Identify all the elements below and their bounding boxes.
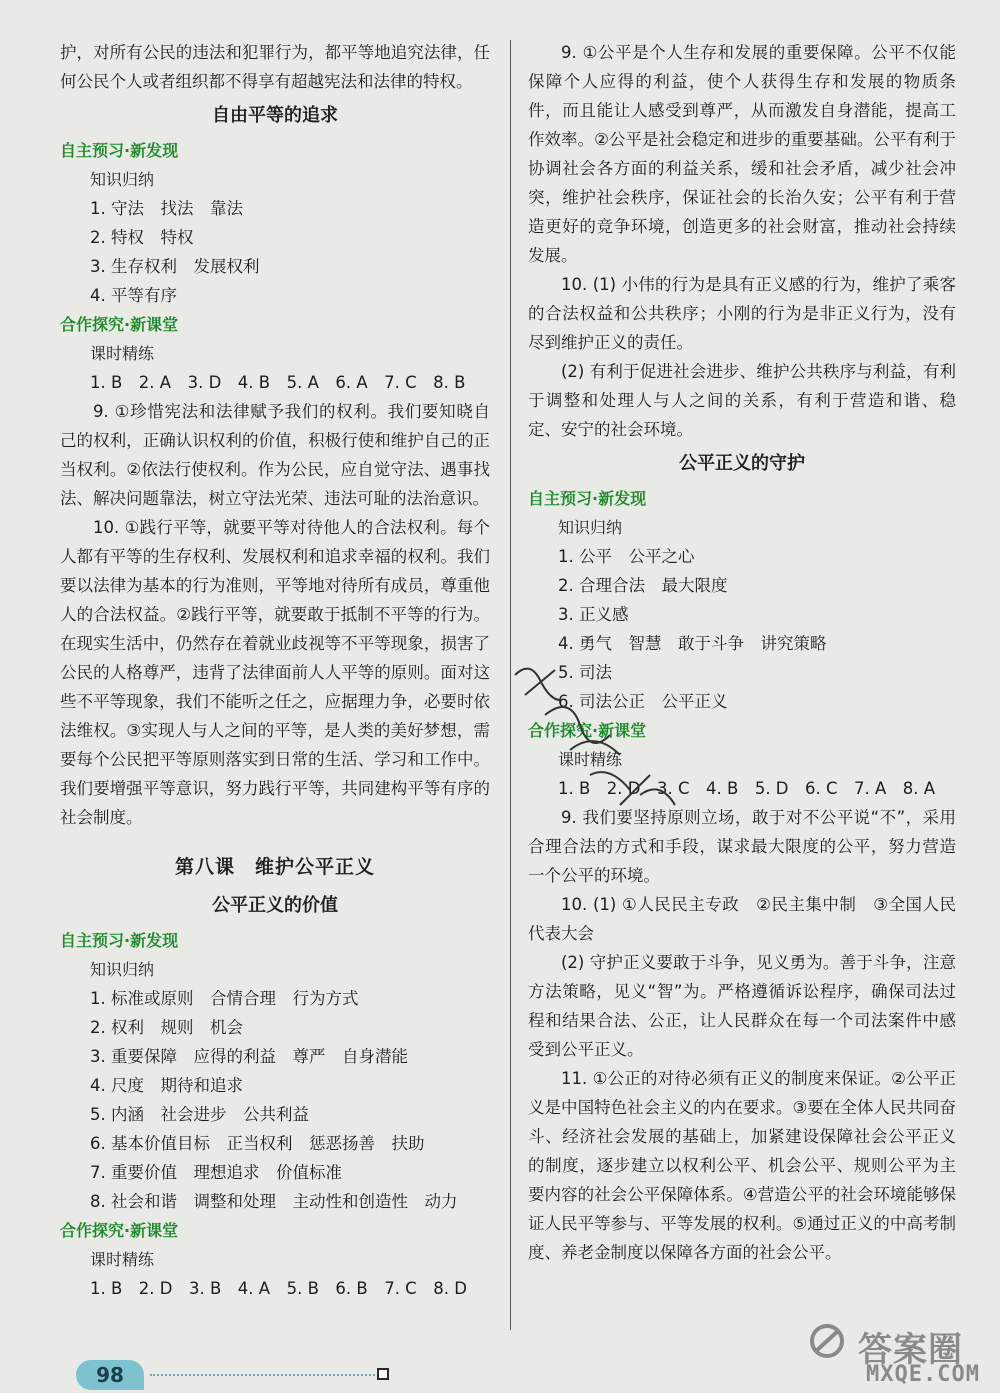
list-item: 2. 特权 特权: [90, 228, 194, 247]
practice-label: 课时精练: [558, 750, 623, 769]
knowledge-summary-label: 知识归纳: [558, 518, 623, 537]
list-item: 6. 司法公正 公平正义: [558, 692, 728, 711]
lesson-title: 第八课 维护公平正义: [174, 856, 375, 878]
section-label-preview: 自主预习·新发现: [60, 141, 179, 160]
answer-paragraph-10-1: 10. (1) 小伟的行为是具有正义感的行为，维护了乘客的合法权益和公共秩序；小刚的行为是非正义行为，没有尽到维护正义的责任。: [528, 275, 956, 352]
answer-key: 1. B 2. D 3. B 4. A 5. B 6. B 7. C 8. D: [90, 1279, 467, 1298]
answer-key: 1. B 2. D 3. C 4. B 5. D 6. C 7. A 8. A: [558, 779, 936, 798]
section-title-fairness-guard: 公平正义的守护: [679, 453, 805, 474]
list-item: 4. 尺度 期待和追求: [90, 1076, 243, 1095]
list-item: 4. 平等有序: [90, 286, 177, 305]
list-item: 5. 内涵 社会进步 公共利益: [90, 1105, 309, 1124]
answer-paragraph-9b: 9. 我们要坚持原则立场，敢于对不公平说“不”，采用合理合法的方式和手段，谋求最大限度的公平，努力营造一个公平的环境。: [528, 808, 956, 885]
list-item: 3. 正义感: [558, 605, 629, 624]
section-label-cooperation: 合作探究·新课堂: [528, 721, 647, 740]
watermark-logo-icon: [800, 1322, 854, 1360]
answer-paragraph-9: 9. ①珍惜宪法和法律赋予我们的权利。我们要知晓自己的权利，正确认识权利的价值，积极行使和维护自己的正当权利。②依法行使权利。作为公民，应自觉守法、遇事找法、解决问题靠法，树立守法光荣、违法可耻的法治意识。: [60, 402, 490, 508]
page-number-badge: 98: [76, 1360, 144, 1390]
left-column: [60, 38, 490, 1303]
watermark-url: MXQE.COM: [866, 1362, 980, 1387]
list-item: 1. 守法 找法 靠法: [90, 199, 243, 218]
list-item: 7. 重要价值 理想追求 价值标准: [90, 1163, 342, 1182]
section-title-fairness-value: 公平正义的价值: [212, 895, 338, 916]
list-item: 5. 司法: [558, 663, 612, 682]
list-item: 4. 勇气 智慧 敢于斗争 讲究策略: [558, 634, 827, 653]
section-label-preview: 自主预习·新发现: [60, 931, 179, 950]
practice-label: 课时精练: [90, 344, 155, 363]
practice-label: 课时精练: [90, 1250, 155, 1269]
right-column: [528, 38, 956, 1267]
section-label-cooperation: 合作探究·新课堂: [60, 315, 179, 334]
list-item: 1. 标准或原则 合情合理 行为方式: [90, 989, 359, 1008]
answer-paragraph-10-2b: (2) 守护正义要敢于斗争，见义勇为。善于斗争，注意方法策略，见义“智”为。严格遵循诉讼程序，确保司法过程和结果合法、公正，让人民群众在每一个司法案件中感受到公平正义。: [528, 953, 956, 1059]
answer-paragraph-11: 11. ①公正的对待必须有正义的制度来保证。②公平正义是中国特色社会主义的内在要求。③要在全体人民共同奋斗、经济社会发展的基础上，加紧建设保障社会公平正义的制度，逐步建立以权利公平、机会公平、规则公平为主要内容的社会公平保障体系。④营造公平的社会环境能够保证人民平等参与、平等发展的权利。⑤通过正义的中高考制度、养老金制度以保障各方面的社会公平。: [528, 1069, 956, 1262]
answer-key: 1. B 2. A 3. D 4. B 5. A 6. A 7. C 8. B: [90, 373, 466, 392]
knowledge-summary-label: 知识归纳: [90, 170, 155, 189]
intro-paragraph: 护，对所有公民的违法和犯罪行为，都平等地追究法律，任何公民个人或者组织都不得享有超越宪法和法律的特权。: [60, 43, 490, 91]
dotted-rule: [150, 1374, 375, 1376]
answer-paragraph-9: 9. ①公平是个人生存和发展的重要保障。公平不仅能保障个人应得的利益，使个人获得生存和发展的物质条件，而且能让人感受到尊严，从而激发自身潜能，提高工作效率。②公平是社会稳定和进步的重要基础。公平有利于协调社会各方面的利益关系，缓和社会矛盾，减少社会冲突，维护社会秩序，保证社会的长治久安；公平有利于营造更好的竞争环境，创造更多的社会财富，推动社会持续发展。: [528, 43, 956, 265]
list-item: 2. 合理合法 最大限度: [558, 576, 728, 595]
knowledge-summary-label: 知识归纳: [90, 960, 155, 979]
section-label-cooperation: 合作探究·新课堂: [60, 1221, 179, 1240]
column-divider: [510, 40, 511, 1330]
list-item: 3. 生存权利 发展权利: [90, 257, 260, 276]
answer-paragraph-10-2: (2) 有利于促进社会进步、维护公共秩序与利益，有利于调整和处理人与人之间的关系，有利于营造和谐、稳定、安宁的社会环境。: [528, 362, 956, 439]
list-item: 3. 重要保障 应得的利益 尊严 自身潜能: [90, 1047, 408, 1066]
watermark-text: 答案圈: [858, 1330, 963, 1370]
list-item: 1. 公平 公平之心: [558, 547, 695, 566]
list-item: 8. 社会和谐 调整和处理 主动性和创造性 动力: [90, 1192, 458, 1211]
section-title-freedom-equality: 自由平等的追求: [212, 105, 338, 126]
list-item: 6. 基本价值目标 正当权利 惩恶扬善 扶助: [90, 1134, 425, 1153]
list-item: 2. 权利 规则 机会: [90, 1018, 243, 1037]
answer-paragraph-10: 10. ①践行平等，就要平等对待他人的合法权利。每个人都有平等的生存权利、发展权利和追求幸福的权利。我们要以法律为基本的行为准则，平等地对待所有成员，尊重他人的合法权益。②践行平等，就要敢于抵制不平等的行为。在现实生活中，仍然存在着就业歧视等不平等现象，损害了公民的人格尊严，违背了法律面前人人平等的原则。面对这些不平等现象，我们不能听之任之，应据理力争，必要时依法维权。③实现人与人之间的平等，是人类的美好梦想，需要每个公民把平等原则落实到日常的生活、学习和工作中。我们要增强平等意识，努力践行平等，共同建构平等有序的社会制度。: [60, 518, 490, 827]
answer-paragraph-10-1b: 10. (1) ①人民民主专政 ②民主集中制 ③全国人民代表大会: [528, 895, 956, 943]
square-marker: [377, 1368, 389, 1380]
section-label-preview: 自主预习·新发现: [528, 489, 647, 508]
